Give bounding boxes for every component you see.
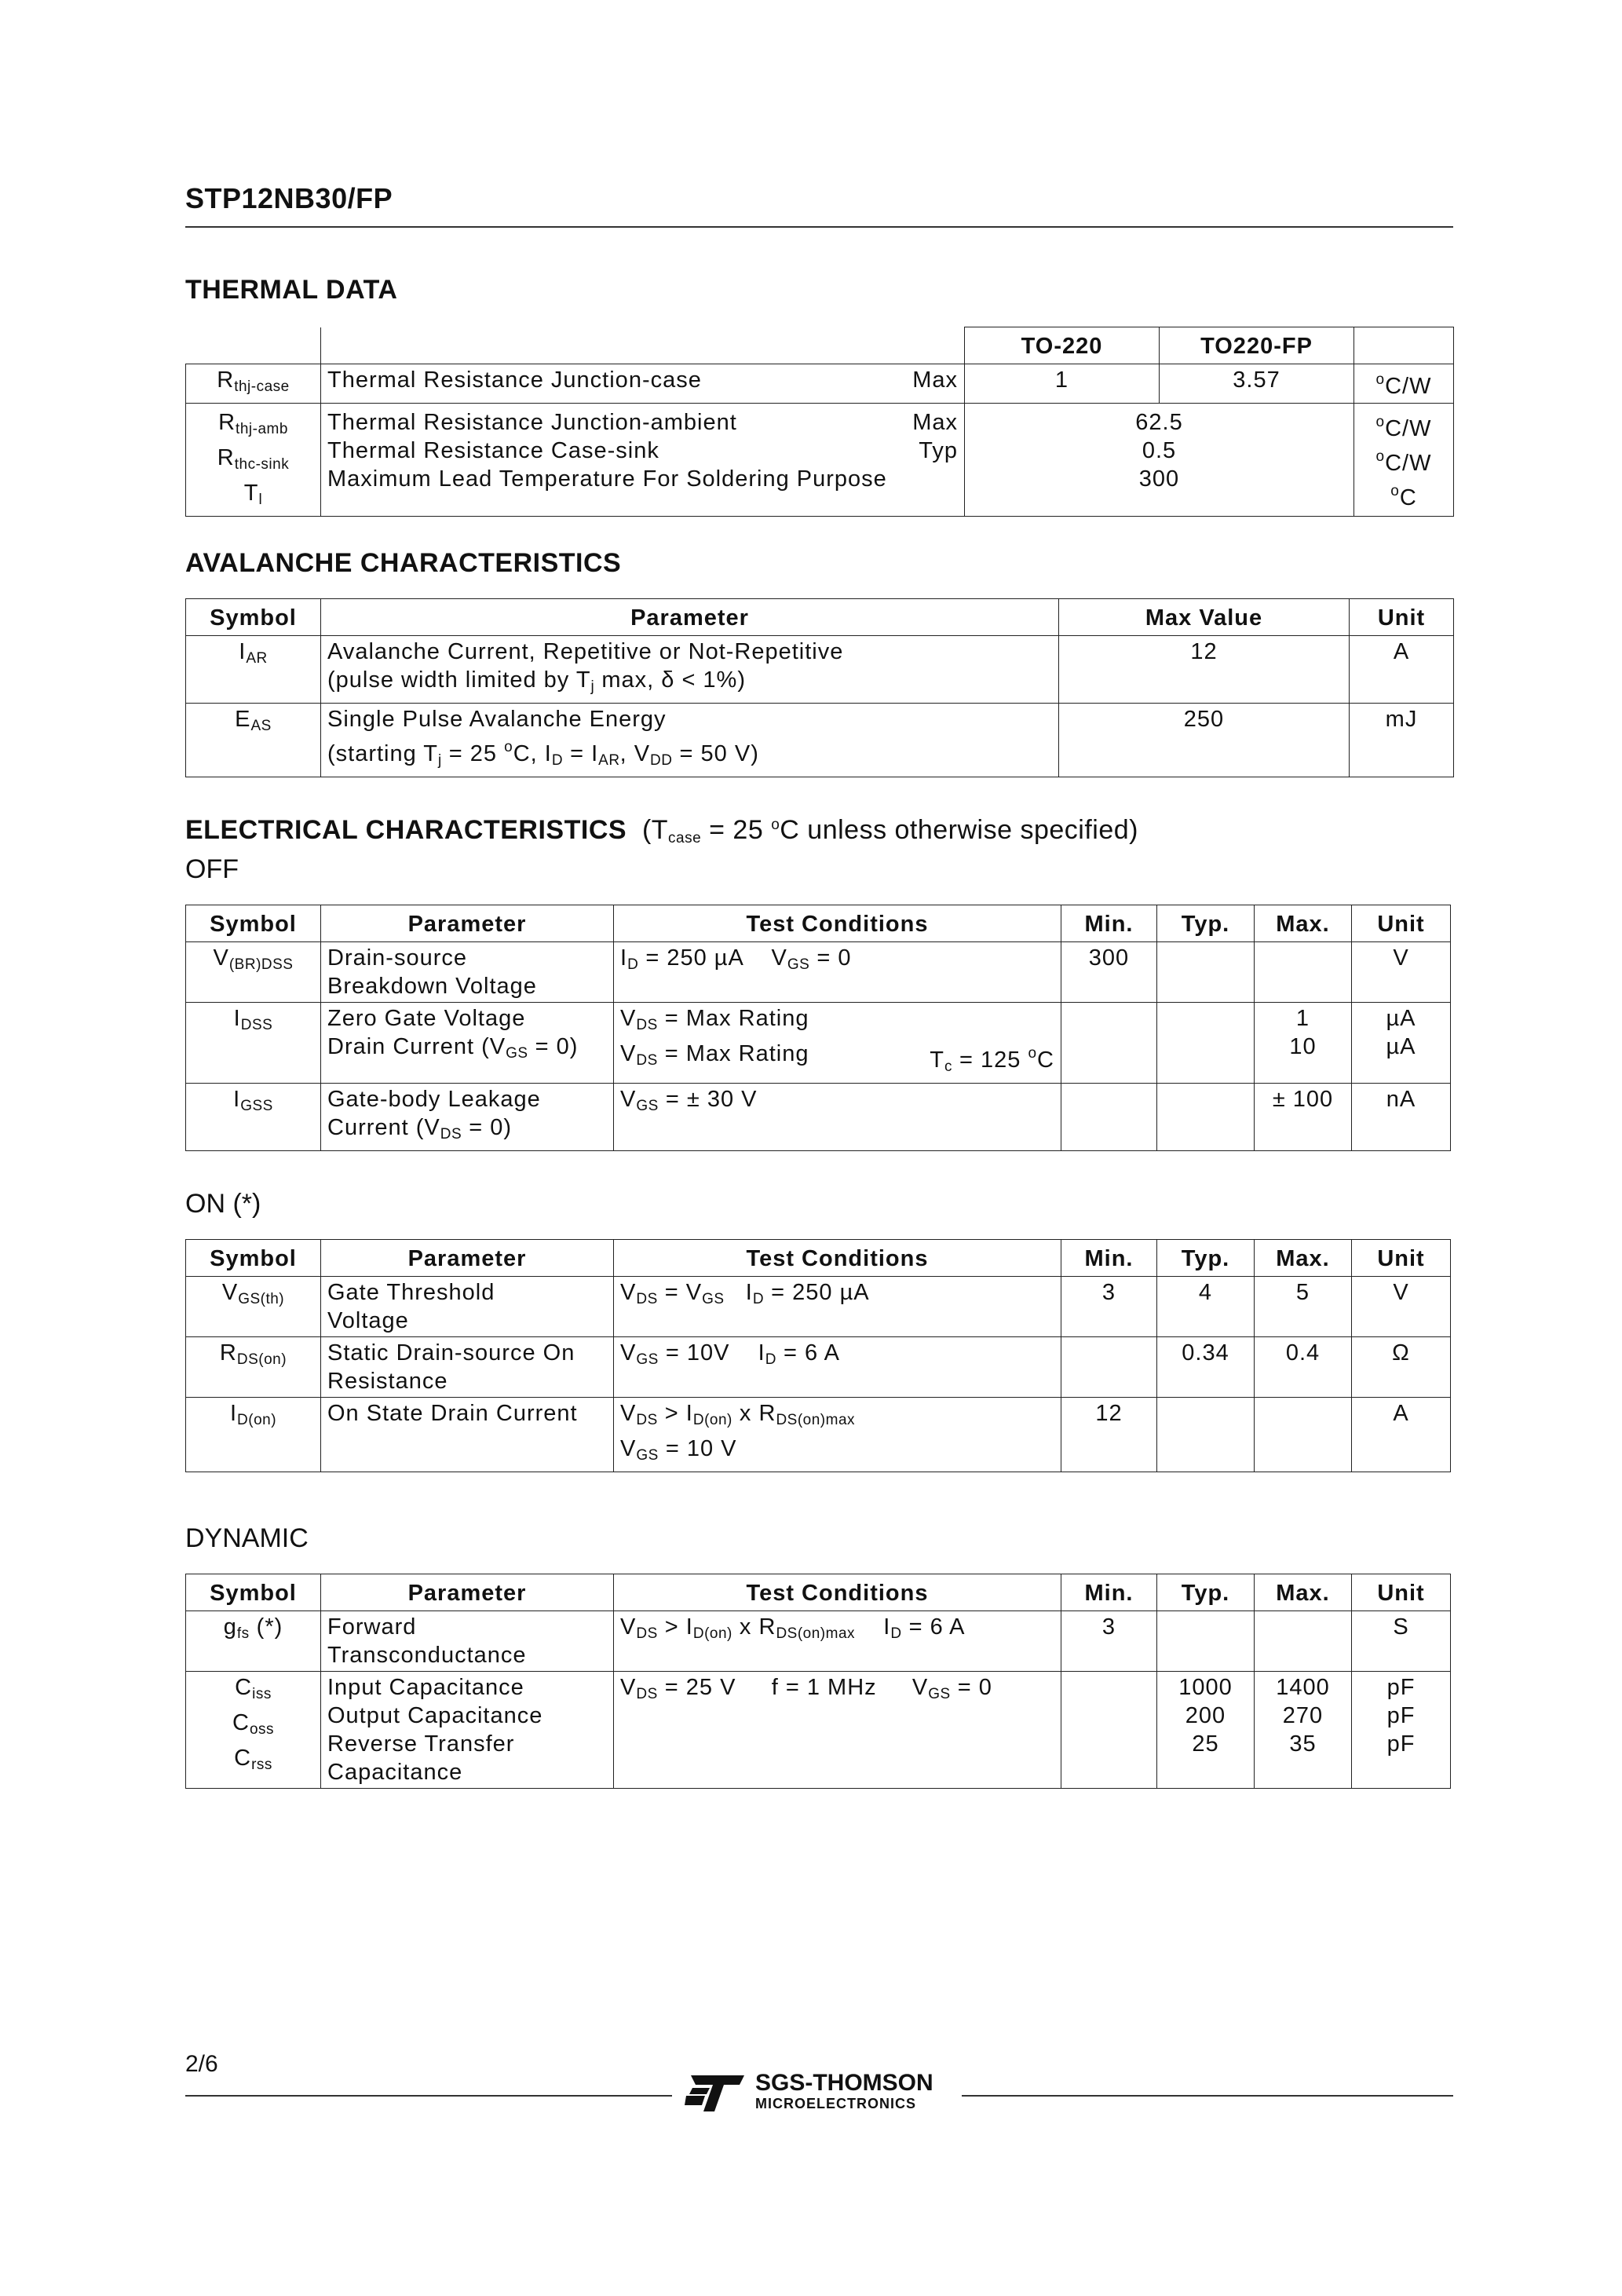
header-parameter: Parameter bbox=[321, 905, 614, 942]
header-min: Min. bbox=[1061, 1240, 1157, 1277]
parameter: Gate Threshold Voltage bbox=[321, 1277, 614, 1337]
unit: nA bbox=[1352, 1084, 1451, 1151]
typ: 0.34 bbox=[1157, 1337, 1255, 1398]
header-symbol: Symbol bbox=[186, 1240, 321, 1277]
typ: 4 bbox=[1157, 1277, 1255, 1337]
footer-rule-left bbox=[185, 2095, 672, 2097]
parameter: On State Drain Current bbox=[321, 1398, 614, 1472]
header-parameter: Parameter bbox=[321, 1240, 614, 1277]
avalanche-row bbox=[186, 636, 1454, 704]
header-typ: Typ. bbox=[1157, 1240, 1255, 1277]
on-row bbox=[186, 1277, 1451, 1337]
max: 5 bbox=[1255, 1277, 1352, 1337]
unit: µA µA bbox=[1352, 1003, 1451, 1084]
min: 300 bbox=[1061, 942, 1157, 1003]
units: $^o$C/W $^o$C/W $^o$C bbox=[1354, 404, 1454, 517]
symbol: $I_{GSS}$ bbox=[186, 1084, 321, 1151]
test-conditions: $V_{DS} > I_{D(on)}$ x $R_{DS(on)max}$ $V_{GS} = 10$ V bbox=[614, 1398, 1061, 1472]
header-unit: Unit bbox=[1352, 1240, 1451, 1277]
symbol: $V_{(BR)DSS}$ bbox=[186, 942, 321, 1003]
page-title: STP12NB30/FP bbox=[185, 182, 393, 214]
electrical-note: ($T_{case} = 25$ $^o$C unless otherwise specified) bbox=[641, 815, 1138, 846]
header-parameter: Parameter bbox=[321, 599, 1059, 636]
header-min: Min. bbox=[1061, 905, 1157, 942]
col-to220fp: TO220-FP bbox=[1160, 327, 1354, 364]
max bbox=[1255, 1611, 1352, 1672]
symbol: $I_{AR}$ bbox=[186, 636, 321, 704]
unit: V bbox=[1352, 1277, 1451, 1337]
typ bbox=[1157, 1611, 1255, 1672]
value-to220: 1 bbox=[965, 364, 1160, 404]
col-to220: TO-220 bbox=[965, 327, 1160, 364]
parameter: Drain-source Breakdown Voltage bbox=[321, 942, 614, 1003]
thermal-row bbox=[186, 364, 1454, 404]
parameter: Gate-body Leakage Current $(V_{DS} = 0)$ bbox=[321, 1084, 614, 1151]
avalanche-table bbox=[185, 598, 1454, 777]
test-conditions: $V_{DS} = 25$ V f = 1 MHz $V_{GS} = 0$ bbox=[614, 1672, 1061, 1789]
unit: A bbox=[1350, 636, 1454, 704]
avalanche-row bbox=[186, 704, 1454, 777]
parameters: Thermal Resistance Junction-ambient Max Thermal Resistance Case-sink Typ Maximum Lead Temperature For Soldering Purpose bbox=[321, 404, 965, 517]
max: 0.4 bbox=[1255, 1337, 1352, 1398]
off-row bbox=[186, 1084, 1451, 1151]
test-conditions: $I_D = 250$ µA $V_{GS} = 0$ bbox=[614, 942, 1061, 1003]
avalanche-section-title: AVALANCHE CHARACTERISTICS bbox=[185, 548, 622, 578]
header-max-value: Max Value bbox=[1059, 599, 1350, 636]
off-table bbox=[185, 905, 1451, 1151]
header-unit: Unit bbox=[1352, 1574, 1451, 1611]
parameter: Static Drain-source On Resistance bbox=[321, 1337, 614, 1398]
header-max: Max. bbox=[1255, 1240, 1352, 1277]
company-logo bbox=[685, 2070, 933, 2114]
header-test-conditions: Test Conditions bbox=[614, 1574, 1061, 1611]
typ: 1000 200 25 bbox=[1157, 1672, 1255, 1789]
min bbox=[1061, 1084, 1157, 1151]
unit: $^o$C/W bbox=[1354, 364, 1454, 404]
header-rule bbox=[185, 226, 1453, 228]
off-row bbox=[186, 1003, 1451, 1084]
header-test-conditions: Test Conditions bbox=[614, 1240, 1061, 1277]
test-conditions: $V_{GS}$ = ± 30 V bbox=[614, 1084, 1061, 1151]
header-unit: Unit bbox=[1352, 905, 1451, 942]
typ bbox=[1157, 1003, 1255, 1084]
on-header-row bbox=[186, 1240, 1451, 1277]
page-number: 2/6 bbox=[185, 2051, 218, 2077]
on-table bbox=[185, 1239, 1451, 1472]
max bbox=[1255, 1398, 1352, 1472]
st-logo-icon bbox=[685, 2074, 746, 2113]
test-conditions: $V_{DS}$ = Max Rating $V_{DS}$ = Max Rating $T_c = 125$ $^o$C bbox=[614, 1003, 1061, 1084]
thermal-table bbox=[185, 327, 1454, 517]
min bbox=[1061, 1337, 1157, 1398]
header-unit: Unit bbox=[1350, 599, 1454, 636]
max: ± 100 bbox=[1255, 1084, 1352, 1151]
min: 12 bbox=[1061, 1398, 1157, 1472]
avalanche-header-row bbox=[186, 599, 1454, 636]
symbols: $C_{iss}$ $C_{oss}$ $C_{rss}$ bbox=[186, 1672, 321, 1789]
symbol: $I_{DSS}$ bbox=[186, 1003, 321, 1084]
on-subtitle: ON (*) bbox=[185, 1189, 261, 1219]
max-value: 250 bbox=[1059, 704, 1350, 777]
header-parameter: Parameter bbox=[321, 1574, 614, 1611]
unit: Ω bbox=[1352, 1337, 1451, 1398]
dynamic-capacitance-row bbox=[186, 1672, 1451, 1789]
dynamic-subtitle: DYNAMIC bbox=[185, 1523, 309, 1553]
test-conditions: $V_{GS} = 10V$ $I_D = 6$ A bbox=[614, 1337, 1061, 1398]
max: 1400 270 35 bbox=[1255, 1672, 1352, 1789]
max-value: 12 bbox=[1059, 636, 1350, 704]
header-max: Max. bbox=[1255, 905, 1352, 942]
electrical-section-title: ELECTRICAL CHARACTERISTICS ($T_{case} = 25$ $^o$C unless otherwise specified) bbox=[185, 815, 1138, 846]
header-symbol: Symbol bbox=[186, 1574, 321, 1611]
min bbox=[1061, 1003, 1157, 1084]
parameters: Input Capacitance Output Capacitance Reverse Transfer Capacitance bbox=[321, 1672, 614, 1789]
symbol: $V_{GS(th)}$ bbox=[186, 1277, 321, 1337]
typ bbox=[1157, 942, 1255, 1003]
header-symbol: Symbol bbox=[186, 599, 321, 636]
header-max: Max. bbox=[1255, 1574, 1352, 1611]
parameter: Single Pulse Avalanche Energy (starting $T_j = 25$ $^o$C, $I_D = I_{AR}$, $V_{DD} = 50$ V) bbox=[321, 704, 1059, 777]
unit: S bbox=[1352, 1611, 1451, 1672]
max: 1 10 bbox=[1255, 1003, 1352, 1084]
min bbox=[1061, 1672, 1157, 1789]
parameter: Forward Transconductance bbox=[321, 1611, 614, 1672]
unit: V bbox=[1352, 942, 1451, 1003]
parameter: Thermal Resistance Junction-case Max bbox=[321, 364, 965, 404]
logo-text: SGS-THOMSON MICROELECTRONICS bbox=[755, 2070, 933, 2111]
symbol: $E_{AS}$ bbox=[186, 704, 321, 777]
header-symbol: Symbol bbox=[186, 905, 321, 942]
dynamic-table bbox=[185, 1574, 1451, 1789]
thermal-section-title: THERMAL DATA bbox=[185, 275, 398, 305]
test-conditions: $V_{DS} > I_{D(on)}$ x $R_{DS(on)max}$ $I_D = 6$ A bbox=[614, 1611, 1061, 1672]
parameter: Avalanche Current, Repetitive or Not-Repetitive (pulse width limited by $T_j$ max, δ < 1%) bbox=[321, 636, 1059, 704]
off-header-row bbox=[186, 905, 1451, 942]
header-min: Min. bbox=[1061, 1574, 1157, 1611]
symbols: $R_{thj-amb}$ $R_{thc-sink}$ $T_l$ bbox=[186, 404, 321, 517]
unit: mJ bbox=[1350, 704, 1454, 777]
header-typ: Typ. bbox=[1157, 1574, 1255, 1611]
dynamic-row bbox=[186, 1611, 1451, 1672]
max bbox=[1255, 942, 1352, 1003]
header-typ: Typ. bbox=[1157, 905, 1255, 942]
parameter: Zero Gate Voltage Drain Current $(V_{GS} = 0)$ bbox=[321, 1003, 614, 1084]
header-test-conditions: Test Conditions bbox=[614, 905, 1061, 942]
thermal-header-row bbox=[186, 327, 1454, 364]
min: 3 bbox=[1061, 1277, 1157, 1337]
thermal-row-group bbox=[186, 404, 1454, 517]
off-row bbox=[186, 942, 1451, 1003]
typ bbox=[1157, 1398, 1255, 1472]
symbol: $R_{DS(on)}$ bbox=[186, 1337, 321, 1398]
min: 3 bbox=[1061, 1611, 1157, 1672]
value-to220fp: 3.57 bbox=[1160, 364, 1354, 404]
test-conditions: $V_{DS} = V_{GS}$ $I_D = 250$ µA bbox=[614, 1277, 1061, 1337]
on-row bbox=[186, 1337, 1451, 1398]
typ bbox=[1157, 1084, 1255, 1151]
symbol: $I_{D(on)}$ bbox=[186, 1398, 321, 1472]
dynamic-header-row bbox=[186, 1574, 1451, 1611]
off-subtitle: OFF bbox=[185, 854, 239, 884]
footer-rule-right bbox=[962, 2095, 1453, 2097]
unit: pF pF pF bbox=[1352, 1672, 1451, 1789]
on-row bbox=[186, 1398, 1451, 1472]
symbol: $g_{fs}$ (*) bbox=[186, 1611, 321, 1672]
symbol: $R_{thj-case}$ bbox=[186, 364, 321, 404]
shared-values: 62.5 0.5 300 bbox=[965, 404, 1354, 517]
unit: A bbox=[1352, 1398, 1451, 1472]
